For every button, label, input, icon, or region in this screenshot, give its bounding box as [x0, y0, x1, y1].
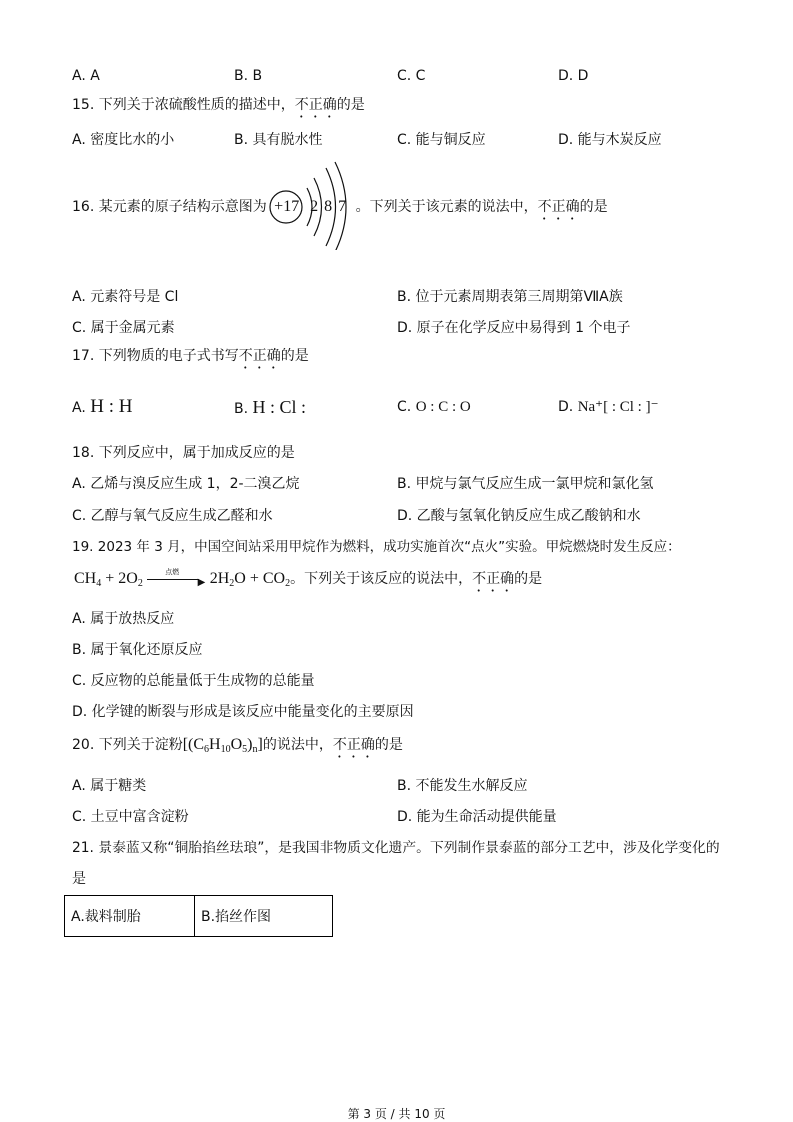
option-b: B. B — [234, 68, 263, 84]
option-c: C. O : C : O — [397, 399, 471, 415]
process-table — [64, 895, 333, 937]
option-a: A. 元素符号是 Cl — [72, 289, 179, 305]
question-16-stem: 16. 某元素的原子结构示意图为 +17 2 8 7 。下列关于该元素的说法中，不正确的是 — [72, 198, 608, 223]
option-c: C. 属于金属元素 — [72, 320, 175, 336]
electron-formula: O : C : O — [415, 399, 471, 415]
option-d: D. 能为生命活动提供能量 — [397, 809, 557, 825]
table-cell: A.裁料制胎 — [65, 896, 195, 937]
question-17-stem: 17. 下列物质的电子式书写不正确的是 — [72, 348, 309, 364]
option-a: A. 属于糖类 — [72, 778, 147, 794]
option-d: D. Na⁺[ : Cl : ]⁻ — [558, 399, 659, 415]
starch-formula: $[(C_6H_{10}O_5)_n]$ — [182, 736, 263, 755]
option-c: C. 乙醇与氧气反应生成乙醛和水 — [72, 508, 273, 524]
option-d: D. 化学键的断裂与形成是该反应中能量变化的主要原因 — [72, 704, 414, 720]
question-21-stem-cont: 是 — [72, 871, 86, 887]
electron-formula: H : Cl : — [252, 397, 307, 417]
option-b: B. 位于元素周期表第三周期第ⅦA族 — [397, 289, 623, 305]
electron-formula: Na⁺[ : Cl : ]⁻ — [577, 399, 659, 415]
option-a: A. H : H — [72, 396, 133, 417]
option-c: C. 反应物的总能量低于生成物的总能量 — [72, 673, 315, 689]
reaction-arrow: 点燃 ▶ — [147, 572, 205, 586]
option-a: A. 乙烯与溴反应生成 1，2-二溴乙烷 — [72, 476, 300, 492]
reaction-equation: $CH_4 + 2O_2$ 点燃 ▶ $2H_2O + CO_2$。下列关于该反应的说法中，不正确的是 — [74, 568, 543, 589]
option-c: C. 能与铜反应 — [397, 132, 486, 148]
question-21-stem: 21. 景泰蓝又称“铜胎掐丝珐琅”，是我国非物质文化遗产。下列制作景泰蓝的部分工艺中，涉及化学变化的 — [72, 840, 720, 856]
question-20-stem: 20. 下列关于淀粉$[(C_6H_{10}O_5)_n]$的说法中，不正确的是 — [72, 736, 403, 755]
option-a: A. 密度比水的小 — [72, 132, 175, 148]
question-18-stem: 18. 下列反应中，属于加成反应的是 — [72, 445, 295, 461]
option-b: B. 具有脱水性 — [234, 132, 323, 148]
question-19-stem: 19. 2023 年 3 月，中国空间站采用甲烷作为燃料，成功实施首次“点火”实验。甲烷燃烧时发生反应： — [72, 539, 681, 555]
option-b: B. 甲烷与氯气反应生成一氯甲烷和氯化氢 — [397, 476, 654, 492]
option-d: D. D — [558, 68, 589, 84]
option-c: C. 土豆中富含淀粉 — [72, 809, 189, 825]
option-d: D. 原子在化学反应中易得到 1 个电子 — [397, 320, 631, 336]
option-b: B. 不能发生水解反应 — [397, 778, 528, 794]
question-15-stem: 15. 下列关于浓硫酸性质的描述中，不正确的是 — [72, 97, 365, 113]
option-b: B. H : Cl : — [234, 397, 307, 417]
electron-formula: H : H — [90, 396, 133, 417]
table-cell: B.掐丝作图 — [195, 896, 333, 937]
option-b: B. 属于氧化还原反应 — [72, 642, 203, 658]
option-c: C. C — [397, 68, 426, 84]
option-d: D. 能与木炭反应 — [558, 132, 662, 148]
option-a: A. A — [72, 68, 100, 84]
atom-structure-diagram: +17 2 8 7 — [271, 198, 351, 216]
page-footer: 第 3 页 / 共 10 页 — [347, 1107, 446, 1121]
option-d: D. 乙酸与氢氧化钠反应生成乙酸钠和水 — [397, 508, 641, 524]
option-a: A. 属于放热反应 — [72, 611, 175, 627]
